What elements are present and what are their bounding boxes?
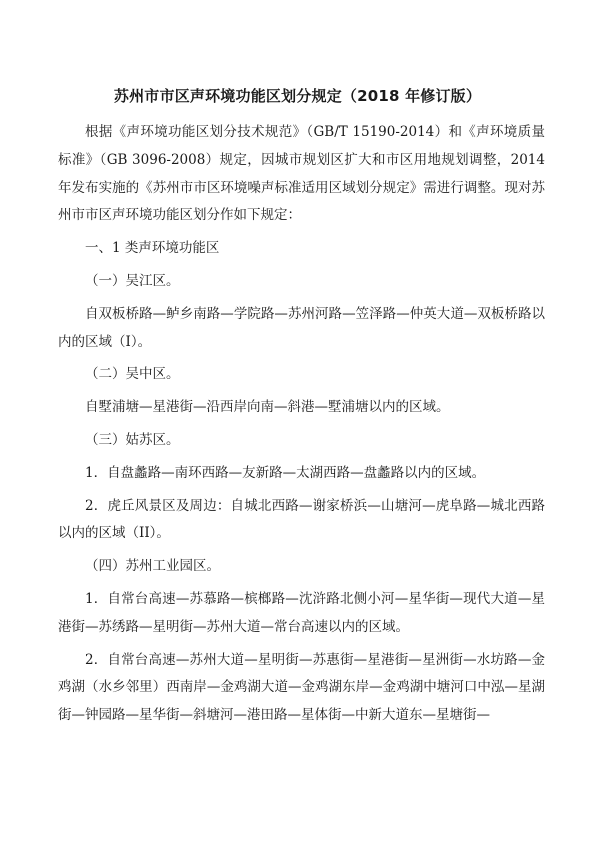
subsection-heading: （三）姑苏区。 xyxy=(85,431,180,448)
section-heading: 一、1 类声环境功能区 xyxy=(85,240,220,257)
body-paragraph: 1．自常台高速—苏慕路—槟榔路—沈浒路北侧小河—星华街—现代大道—星港街—苏绣路—星明街—苏州大道—常台高速以内的区域。 xyxy=(58,590,545,635)
body-paragraph: 自墅浦塘—星港街—沿西岸向南—斜港—墅浦塘以内的区域。 xyxy=(85,399,450,416)
body-paragraph: 2．虎丘风景区及周边：自城北西路—谢家桥浜—山塘河—虎阜路—城北西路以内的区域（II）。 xyxy=(58,497,545,542)
document-body xyxy=(58,119,545,730)
document-title: 苏州市市区声环境功能区划分规定（2018 年修订版） xyxy=(113,87,482,105)
subsection-heading: （四）苏州工业园区。 xyxy=(85,558,220,575)
intro-paragraph: 根据《声环境功能区划分技术规范》（GB/T 15190-2014）和《声环境质量标准》（GB 3096-2008）规定，因城市规划区扩大和市区用地规划调整，2014 年发布实施的《苏州市市区环境噪声标准适用区域划分规定》需进行调整。现对苏州市市区声环境功能区划分作如下规定： xyxy=(58,124,545,224)
subsection-heading: （一）吴江区。 xyxy=(85,272,180,289)
subsection-heading: （二）吴中区。 xyxy=(85,366,180,383)
body-paragraph: 2．自常台高速—苏州大道—星明街—苏惠街—星港街—星洲街—水坊路—金鸡湖（水乡邻里）西南岸—金鸡湖大道—金鸡湖东岸—金鸡湖中塘河口中泓—星湖街—钟园路—星华街—斜塘河—港田路—星体街—中新大道东—星塘街— xyxy=(58,651,545,724)
body-paragraph: 1．自盘蠡路—南环西路—友新路—太湖西路—盘蠡路以内的区域。 xyxy=(85,464,486,481)
body-paragraph: 自双板桥路—鲈乡南路—学院路—苏州河路—笠泽路—仲英大道—双板桥路以内的区域（I）。 xyxy=(58,305,545,350)
